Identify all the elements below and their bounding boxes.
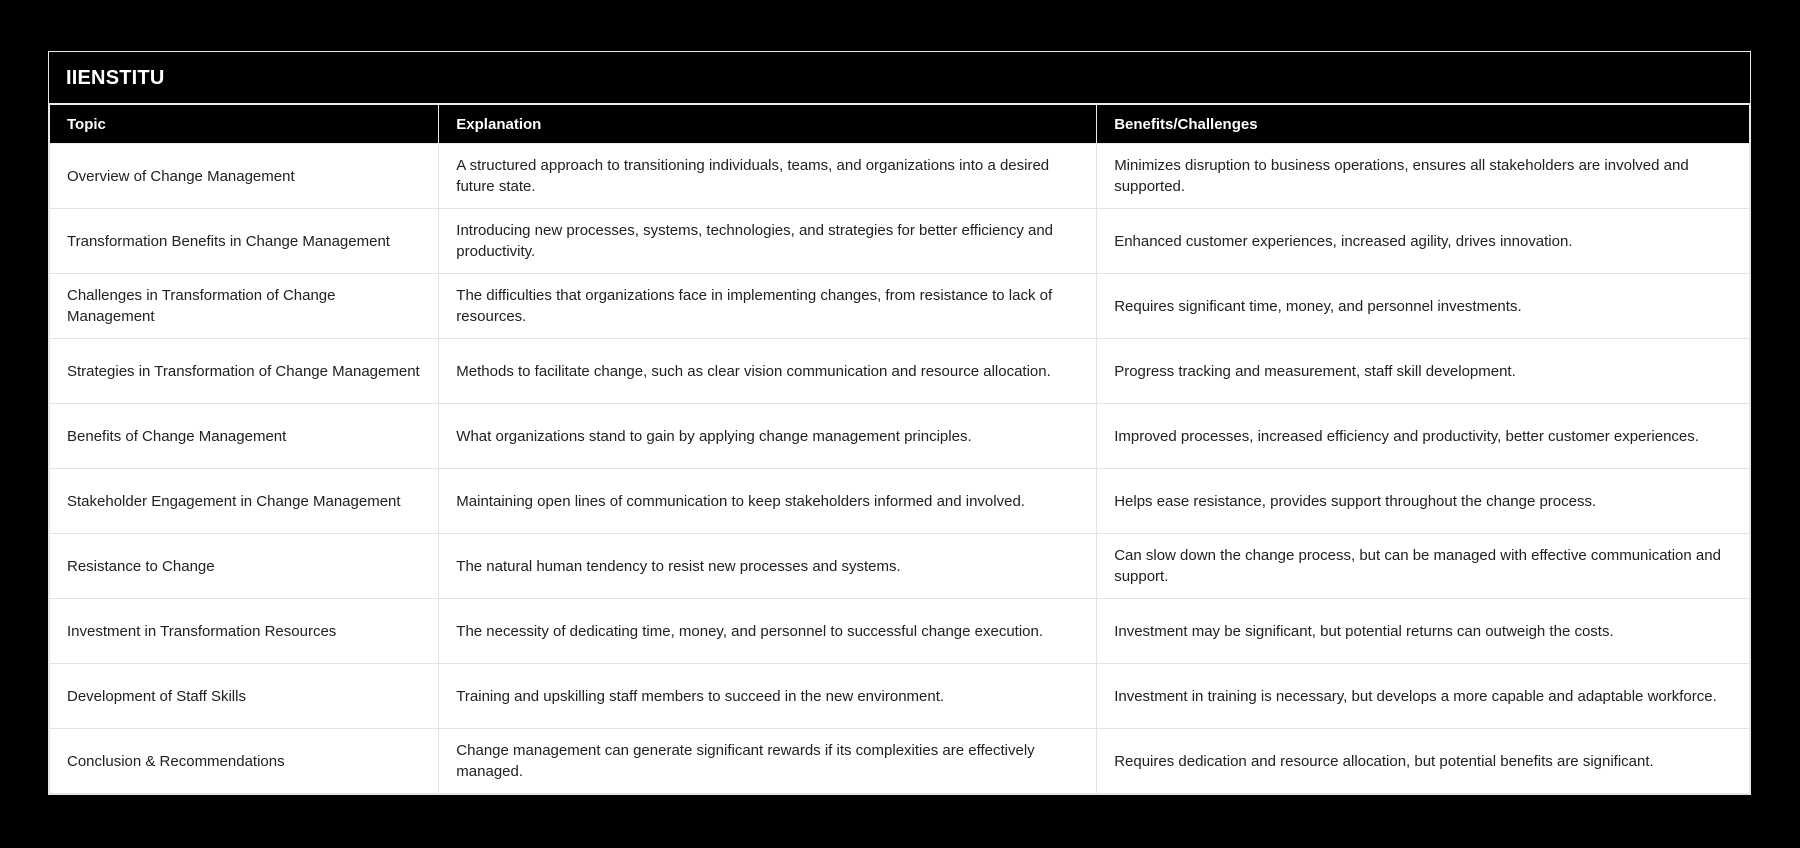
change-management-table	[49, 104, 1750, 794]
cell-topic: Overview of Change Management	[50, 144, 439, 209]
cell-benefits: Investment in training is necessary, but develops a more capable and adaptable workforce.	[1097, 664, 1750, 729]
table-row	[50, 664, 1750, 729]
cell-explanation: Training and upskilling staff members to succeed in the new environment.	[439, 664, 1097, 729]
cell-explanation: Methods to facilitate change, such as clear vision communication and resource allocation.	[439, 339, 1097, 404]
table-row	[50, 469, 1750, 534]
cell-explanation: What organizations stand to gain by applying change management principles.	[439, 404, 1097, 469]
content-card	[48, 51, 1751, 795]
table-row	[50, 599, 1750, 664]
cell-benefits: Investment may be significant, but potential returns can outweigh the costs.	[1097, 599, 1750, 664]
column-header-explanation: Explanation	[439, 105, 1097, 144]
cell-topic: Transformation Benefits in Change Management	[50, 209, 439, 274]
cell-topic: Benefits of Change Management	[50, 404, 439, 469]
table-row	[50, 209, 1750, 274]
cell-benefits: Requires significant time, money, and personnel investments.	[1097, 274, 1750, 339]
cell-explanation: The natural human tendency to resist new processes and systems.	[439, 534, 1097, 599]
table-row	[50, 729, 1750, 794]
table-body	[50, 144, 1750, 794]
cell-topic: Challenges in Transformation of Change Management	[50, 274, 439, 339]
cell-topic: Stakeholder Engagement in Change Management	[50, 469, 439, 534]
table-row	[50, 144, 1750, 209]
cell-explanation: The difficulties that organizations face in implementing changes, from resistance to lack of resources.	[439, 274, 1097, 339]
cell-explanation: Introducing new processes, systems, technologies, and strategies for better efficiency and productivity.	[439, 209, 1097, 274]
cell-topic: Conclusion & Recommendations	[50, 729, 439, 794]
cell-benefits: Helps ease resistance, provides support throughout the change process.	[1097, 469, 1750, 534]
column-header-benefits: Benefits/Challenges	[1097, 105, 1750, 144]
table-row	[50, 534, 1750, 599]
page-title: IIENSTITU	[49, 52, 1750, 104]
table-row	[50, 404, 1750, 469]
column-header-topic: Topic	[50, 105, 439, 144]
table-row	[50, 339, 1750, 404]
cell-explanation: Maintaining open lines of communication to keep stakeholders informed and involved.	[439, 469, 1097, 534]
cell-benefits: Can slow down the change process, but can be managed with effective communication and support.	[1097, 534, 1750, 599]
cell-benefits: Minimizes disruption to business operations, ensures all stakeholders are involved and supported.	[1097, 144, 1750, 209]
table-header-row	[50, 105, 1750, 144]
cell-explanation: A structured approach to transitioning individuals, teams, and organizations into a desired future state.	[439, 144, 1097, 209]
cell-topic: Investment in Transformation Resources	[50, 599, 439, 664]
cell-benefits: Progress tracking and measurement, staff skill development.	[1097, 339, 1750, 404]
cell-benefits: Requires dedication and resource allocation, but potential benefits are significant.	[1097, 729, 1750, 794]
table-row	[50, 274, 1750, 339]
cell-topic: Strategies in Transformation of Change Management	[50, 339, 439, 404]
cell-explanation: The necessity of dedicating time, money, and personnel to successful change execution.	[439, 599, 1097, 664]
table-header	[50, 105, 1750, 144]
cell-topic: Development of Staff Skills	[50, 664, 439, 729]
cell-explanation: Change management can generate significant rewards if its complexities are effectively managed.	[439, 729, 1097, 794]
cell-benefits: Enhanced customer experiences, increased agility, drives innovation.	[1097, 209, 1750, 274]
cell-topic: Resistance to Change	[50, 534, 439, 599]
cell-benefits: Improved processes, increased efficiency and productivity, better customer experiences.	[1097, 404, 1750, 469]
